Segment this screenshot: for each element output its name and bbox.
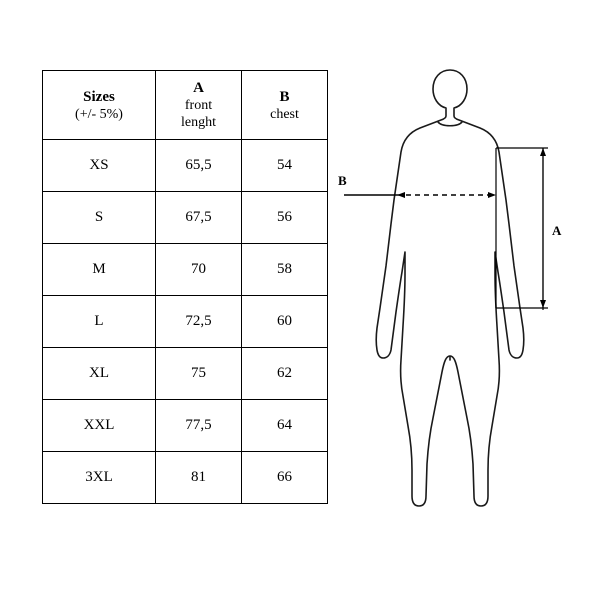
measure-b-line (344, 192, 496, 198)
cell-b: 64 (242, 400, 328, 452)
cell-b: 54 (242, 140, 328, 192)
measure-b-label: B (338, 173, 347, 188)
table-row (43, 140, 328, 192)
size-table (42, 70, 328, 504)
cell-a: 72,5 (156, 296, 242, 348)
cell-a: 67,5 (156, 192, 242, 244)
size-table-head (43, 71, 328, 140)
measure-a-line (496, 148, 548, 310)
cell-a: 70 (156, 244, 242, 296)
size-table-container (42, 70, 324, 504)
header-cell-a (156, 71, 242, 140)
table-row (43, 348, 328, 400)
table-row (43, 244, 328, 296)
cell-b: 62 (242, 348, 328, 400)
table-row (43, 296, 328, 348)
cell-b: 56 (242, 192, 328, 244)
cell-b: 66 (242, 452, 328, 504)
header-a-sub2: lenght (181, 115, 216, 130)
cell-a: 77,5 (156, 400, 242, 452)
table-header-row (43, 71, 328, 140)
cell-size: XS (43, 140, 156, 192)
header-a-sub: front (184, 98, 213, 113)
measure-a-label: A (552, 223, 562, 238)
table-row (43, 192, 328, 244)
cell-b: 60 (242, 296, 328, 348)
header-sizes-main: Sizes (83, 88, 115, 105)
header-cell-b (242, 71, 328, 140)
cell-size: S (43, 192, 156, 244)
body-silhouette-icon (376, 70, 524, 506)
cell-size: XL (43, 348, 156, 400)
cell-size: 3XL (43, 452, 156, 504)
cell-b: 58 (242, 244, 328, 296)
cell-size: L (43, 296, 156, 348)
cell-size: M (43, 244, 156, 296)
header-a-main: A (193, 80, 204, 96)
table-row (43, 400, 328, 452)
cell-a: 65,5 (156, 140, 242, 192)
cell-a: 81 (156, 452, 242, 504)
measurement-figure (330, 60, 590, 520)
cell-size: XXL (43, 400, 156, 452)
header-cell-sizes (43, 71, 156, 140)
table-row (43, 452, 328, 504)
header-b-sub: chest (270, 106, 299, 122)
size-table-body (43, 140, 328, 504)
cell-a: 75 (156, 348, 242, 400)
header-b-main: B (279, 88, 290, 105)
header-sizes-sub: (+/- 5%) (75, 106, 123, 122)
